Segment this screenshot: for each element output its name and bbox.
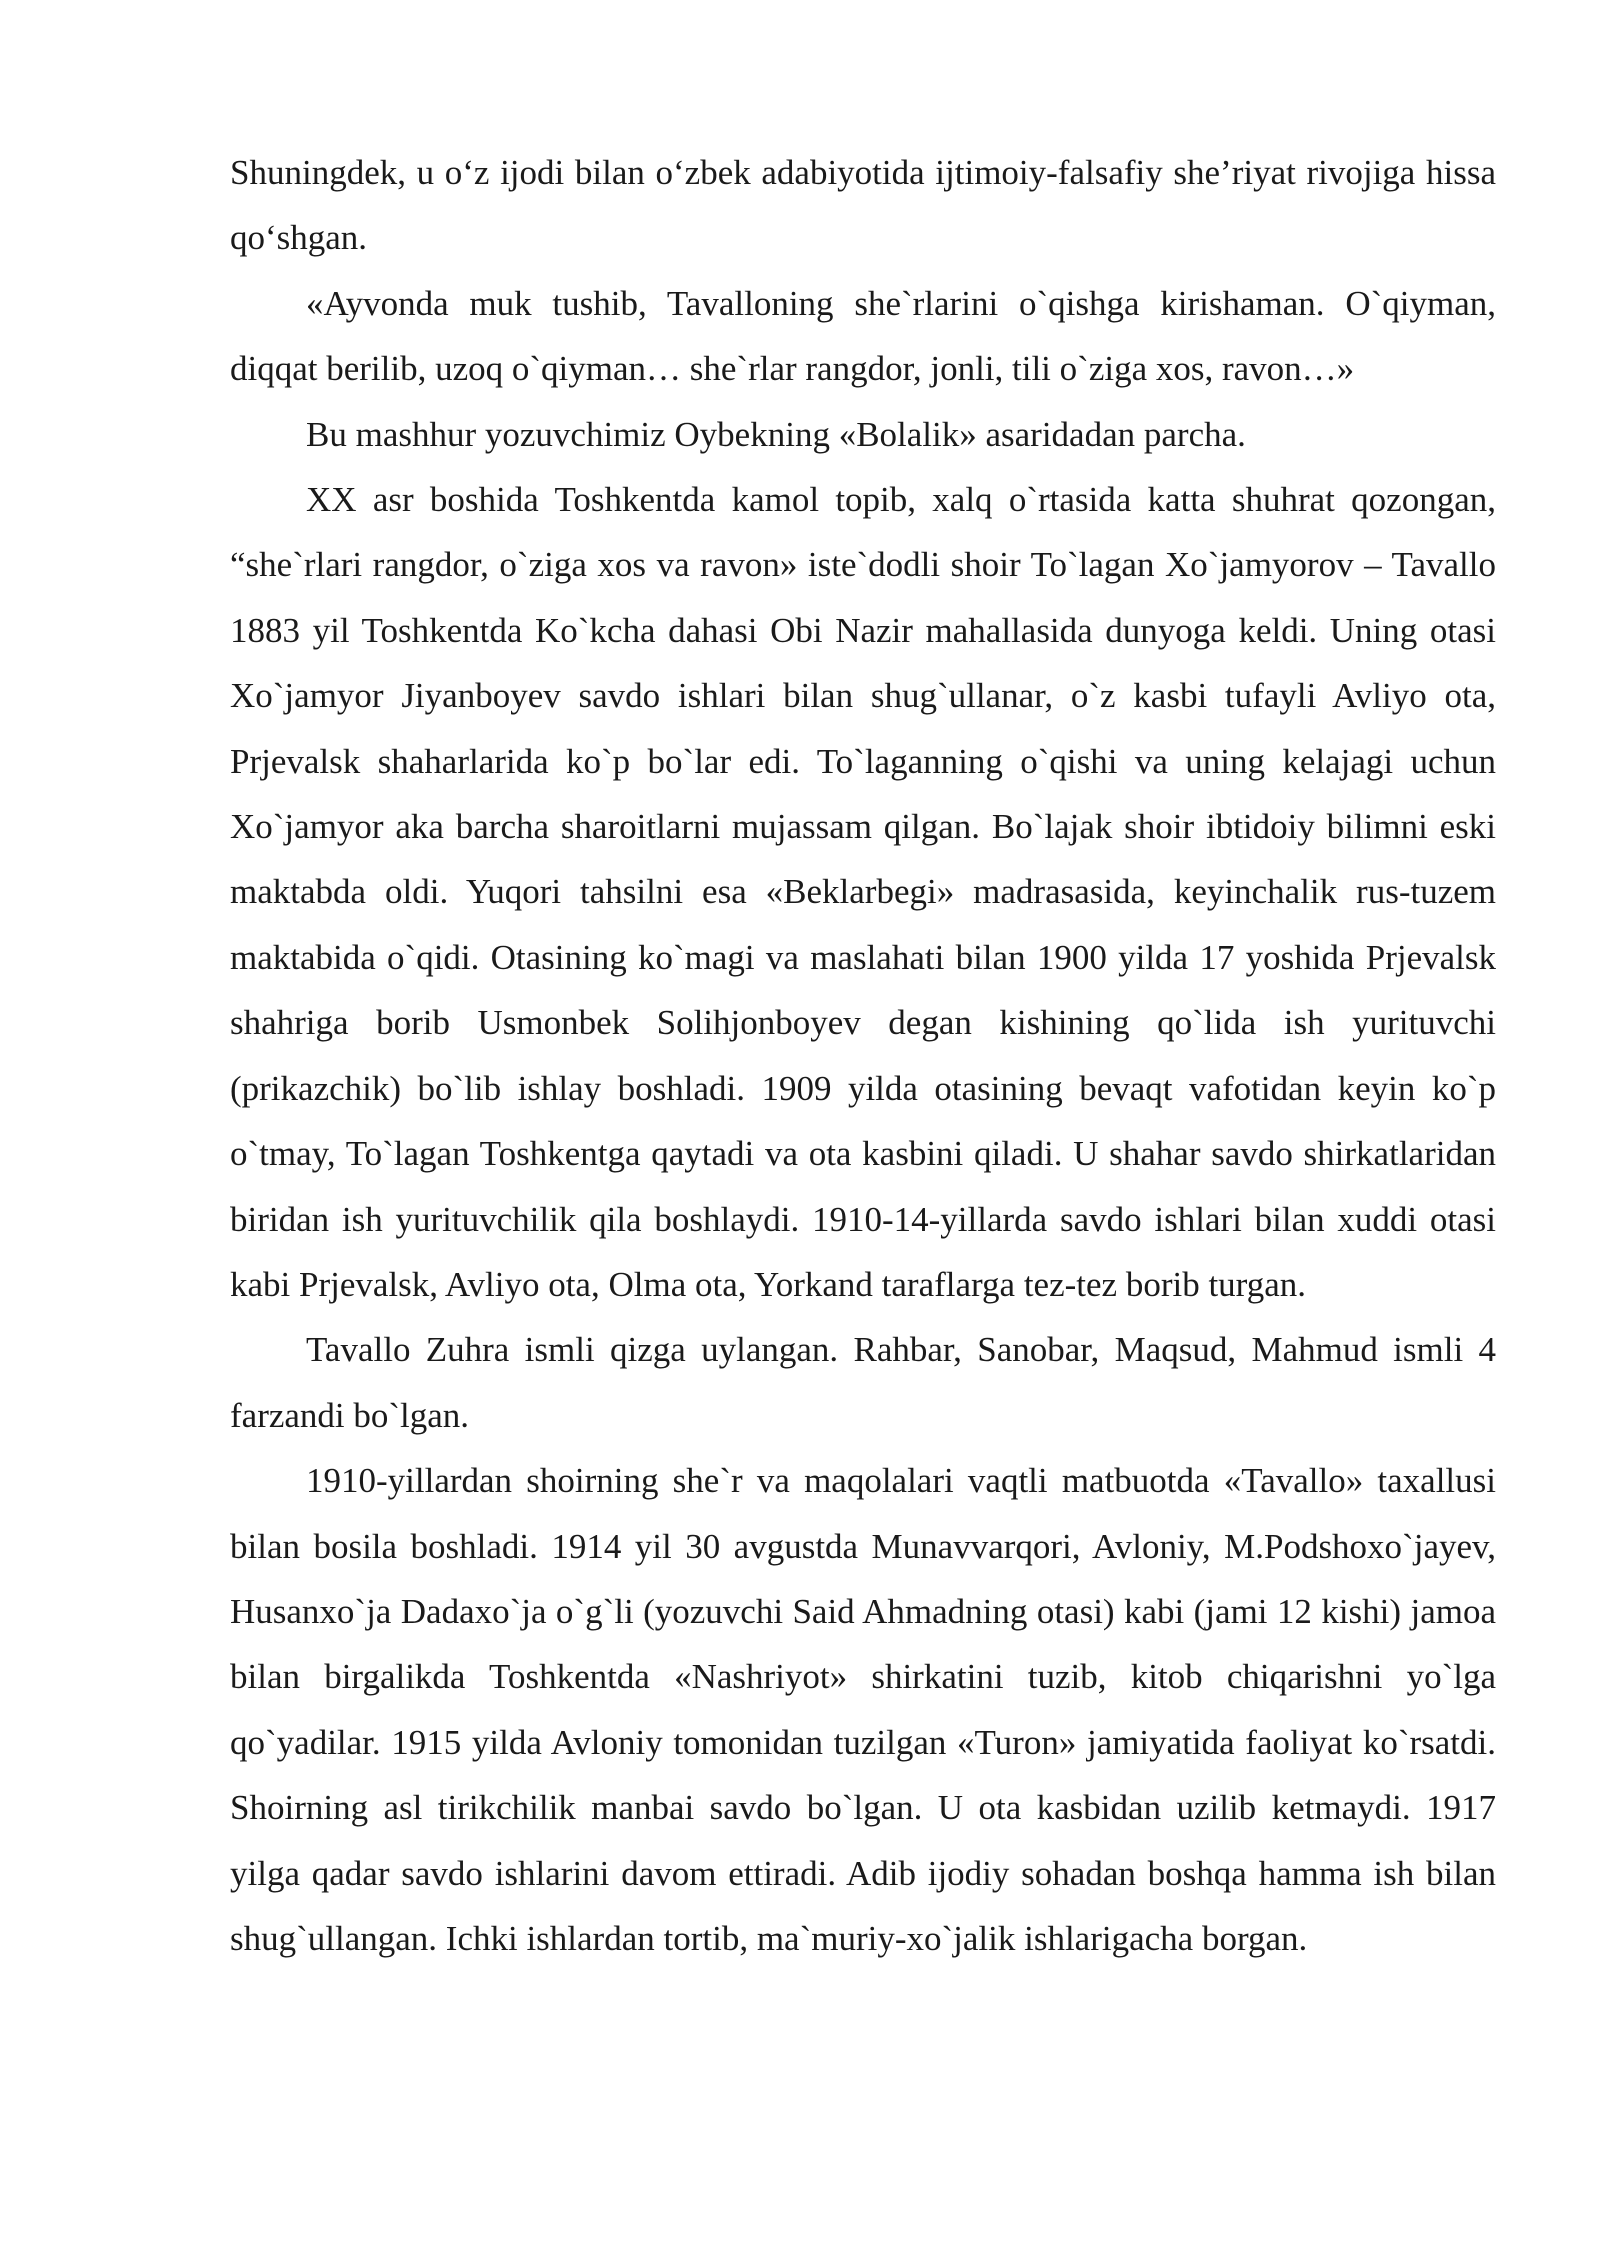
paragraph-6-career: 1910-yillardan shoirning she`r va maqolalari vaqtli matbuotda «Tavallo» taxallusi bilan bosila boshladi. 1914 yil 30 avgustda Munavvarqori, Avloniy, M.Podshoxo`jayev, Husanxo`ja Dadaxo`ja o`g`li (yozuvchi Said Ahmadning otasi) kabi (jami 12 kishi) jamoa bilan birgalikda Toshkentda «Nashriyot» shirkatini tuzib, kitob chiqarishni yo`lga qo`yadilar. 1915 yilda Avloniy tomonidan tuzilgan «Turon» jamiyatida faoliyat ko`rsatdi. Shoirning asl tirikchilik manbai savdo bo`lgan. U ota kasbidan uzilib ketmaydi. 1917 yilga qadar savdo ishlarini davom ettiradi. Adib ijodiy sohadan boshqa hamma ish bilan shug`ullangan. Ichki ishlardan tortib, ma`muriy-xo`jalik ishlarigacha borgan. xyxy=(230,1461,1496,1958)
paragraph-3: Bu mashhur yozuvchimiz Oybekning «Bolalik» asaridadan parcha. xyxy=(306,414,1246,454)
document-page xyxy=(230,140,1496,1971)
paragraph-4-biography: XX asr boshida Toshkentda kamol topib, xalq o`rtasida katta shuhrat qozongan, “she`rlari rangdor, o`ziga xos va ravon» iste`dodli shoir To`lagan Xo`jamyorov – Tavallo 1883 yil Toshkentda Ko`kcha dahasi Obi Nazir mahallasida dunyoga keldi. Uning otasi Xo`jamyor Jiyanboyev savdo ishlari bilan shug`ullanar, o`z kasbi tufayli Avliyo ota, Prjevalsk shaharlarida ko`p bo`lar edi. To`laganning o`qishi va uning kelajagi uchun Xo`jamyor aka barcha sharoitlarni mujassam qilgan. Bo`lajak shoir ibtidoiy bilimni eski maktabda oldi. Yuqori tahsilni esa «Beklarbegi» madrasasida, keyinchalik rus-tuzem maktabida o`qidi. Otasining ko`magi va maslahati bilan 1900 yilda 17 yoshida Prjevalsk shahriga borib Usmonbek Solihjonboyev degan kishining qo`lida ish yurituvchi (prikazchik) bo`lib ishlay boshladi. 1909 yilda otasining bevaqt vafotidan keyin ko`p o`tmay, To`lagan Toshkentga qaytadi va ota kasbini qiladi. U shahar savdo shirkatlaridan biridan ish yurituvchilik qila boshlaydi. 1910-14-yillarda savdo ishlari bilan xuddi otasi kabi Prjevalsk, Avliyo ota, Olma ota, Yorkand taraflarga tez-tez borib turgan. xyxy=(230,480,1496,1304)
paragraph-2-quote: «Ayvonda muk tushib, Tavalloning she`rlarini o`qishga kirishaman. O`qiyman, diqqat berilib, uzoq o`qiyman… she`rlar rangdor, jonli, tili o`ziga xos, ravon…» xyxy=(230,283,1496,389)
paragraph-5-family: Tavallo Zuhra ismli qizga uylangan. Rahbar, Sanobar, Maqsud, Mahmud ismli 4 farzandi bo`lgan. xyxy=(230,1330,1496,1435)
paragraph-1: Shuningdek, u o‘z ijodi bilan o‘zbek adabiyotida ijtimoiy-falsafiy she’riyat rivojiga hissa qo‘shgan. xyxy=(230,153,1496,258)
